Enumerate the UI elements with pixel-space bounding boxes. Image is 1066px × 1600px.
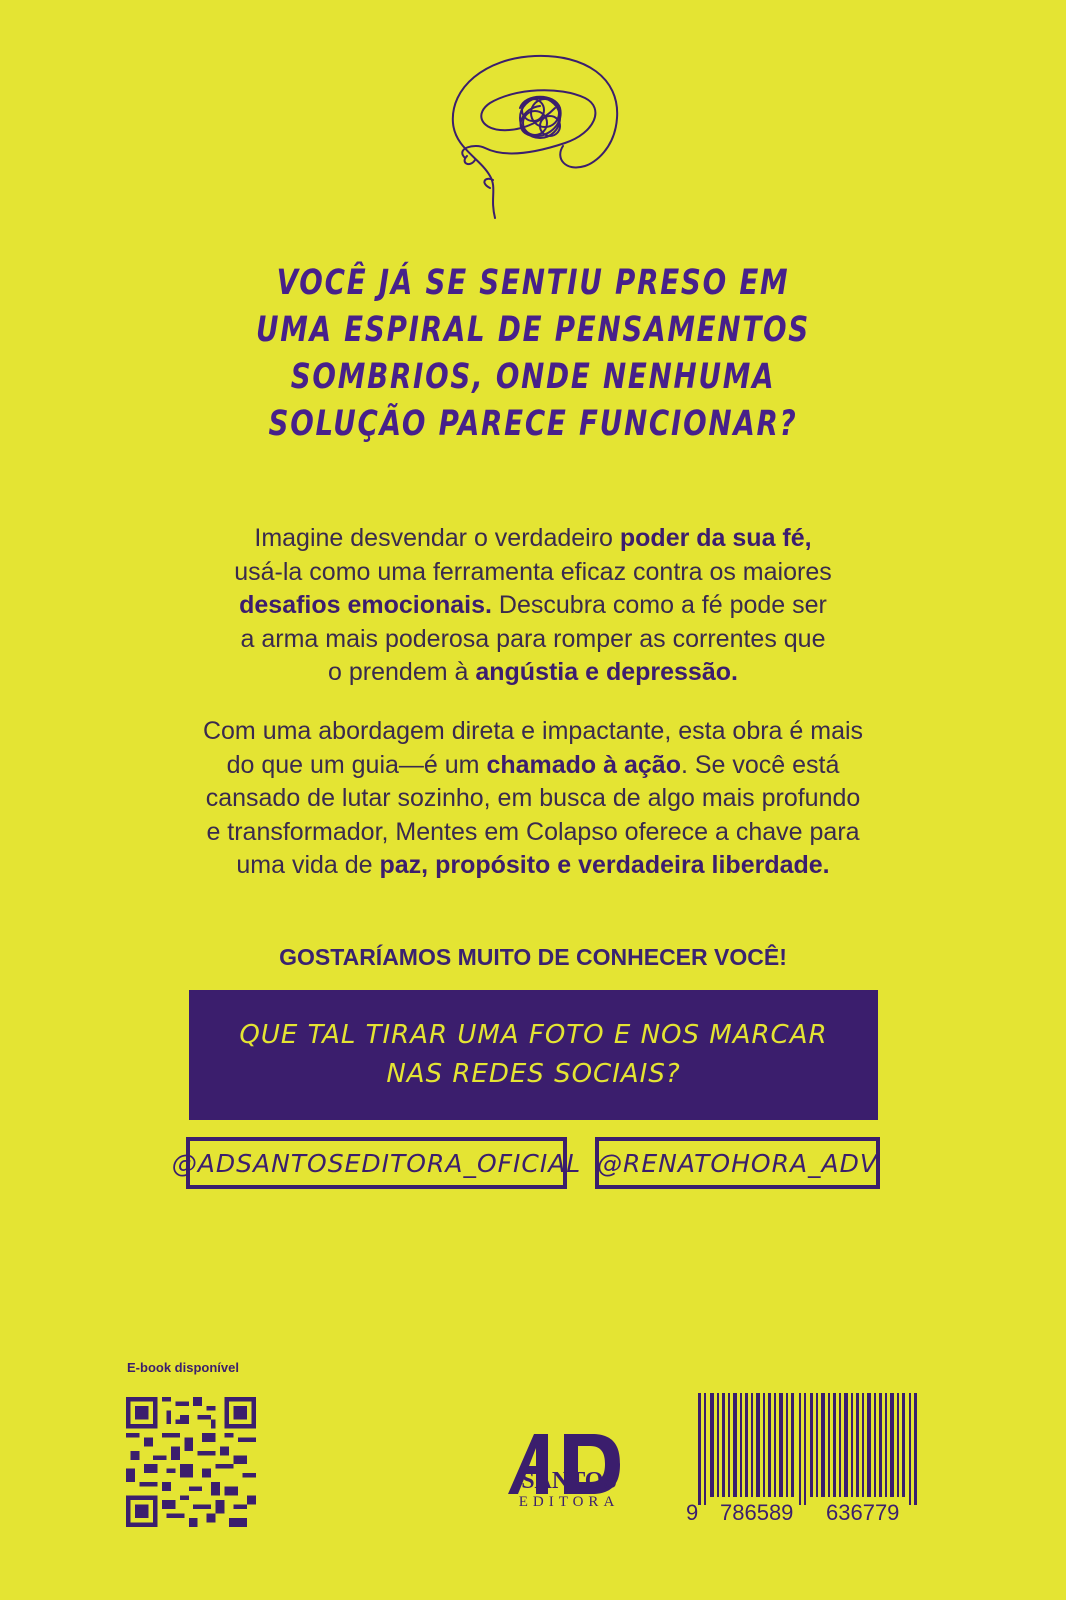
emphasis: paz, propósito e verdadeira liberdade. bbox=[379, 851, 830, 879]
text: Imagine desvendar o verdadeiro bbox=[254, 524, 620, 552]
headline-line: UMA ESPIRAL DE PENSAMENTOS bbox=[255, 310, 811, 350]
headline-line: SOMBRIOS, ONDE NENHUMA bbox=[290, 357, 776, 397]
banner-line: QUE TAL TIRAR UMA FOTO E NOS MARCAR bbox=[239, 1020, 828, 1050]
text: cansado de lutar sozinho, em busca de algo mais profundo bbox=[205, 784, 861, 812]
emphasis: chamado à ação bbox=[486, 750, 681, 779]
isbn-part: 636779 bbox=[826, 1500, 900, 1525]
isbn-part: 786589 bbox=[720, 1500, 794, 1525]
text: . Se você está bbox=[680, 750, 840, 779]
text: uma vida de bbox=[236, 851, 380, 879]
banner-line: NAS REDES SOCIAIS? bbox=[386, 1059, 681, 1089]
publisher-handle: @ADSANTOSEDITORA_OFICIAL bbox=[186, 1137, 567, 1189]
callout-heading: GOSTARÍAMOS MUITO DE CONHECER VOCÊ! bbox=[279, 944, 787, 970]
author-handle: @RENATOHORA_ADV bbox=[595, 1137, 880, 1189]
headline-line: VOCÊ JÁ SE SENTIU PRESO EM bbox=[276, 263, 790, 303]
headline bbox=[64, 260, 1002, 448]
emphasis: angústia e depressão. bbox=[475, 658, 738, 686]
emphasis: poder da sua fé, bbox=[619, 524, 812, 552]
text: a arma mais poderosa para romper as correntes que bbox=[240, 624, 826, 653]
emphasis: desafios emocionais. bbox=[239, 591, 492, 619]
social-banner bbox=[189, 990, 878, 1120]
body-paragraph bbox=[0, 715, 1066, 883]
logo-sub: EDITORA bbox=[518, 1494, 620, 1510]
text: e transformador, Mentes em Colapso oferece a chave para bbox=[206, 817, 860, 846]
text: Descubra como a fé pode ser bbox=[491, 591, 827, 619]
tangled-mind-doodle-icon bbox=[445, 48, 635, 228]
text: o prendem à bbox=[328, 658, 476, 686]
qr-code-icon bbox=[126, 1397, 256, 1527]
logo-name: SANTOS bbox=[521, 1468, 617, 1494]
ebook-label: E-book disponível bbox=[127, 1360, 239, 1375]
headline-line: SOLUÇÃO PARECE FUNCIONAR? bbox=[268, 404, 798, 444]
text: usá-la como uma ferramenta eficaz contra os maiores bbox=[234, 557, 832, 586]
text: do que um guia—é um bbox=[226, 750, 487, 779]
isbn-part: 9 bbox=[686, 1500, 699, 1525]
text: Com uma abordagem direta e impactante, esta obra é mais bbox=[202, 717, 864, 745]
intro-paragraph bbox=[0, 522, 1066, 690]
